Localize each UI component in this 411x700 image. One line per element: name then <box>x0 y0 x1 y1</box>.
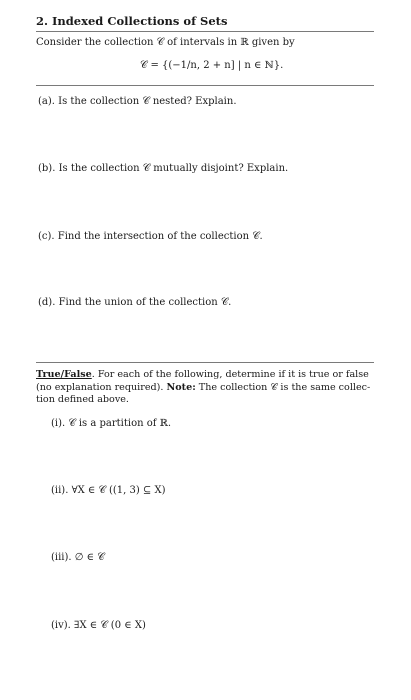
tf-item-iii <box>51 552 105 563</box>
question-text: Find the intersection of the collection 𝒞. <box>57 231 263 242</box>
item-label: (iii). <box>51 552 72 563</box>
question-text: Find the union of the collection 𝒞. <box>58 297 232 308</box>
item-text: 𝒞 is a partition of ℝ. <box>68 418 172 429</box>
question-text: Is the collection 𝒞 nested? Explain. <box>58 96 237 107</box>
true-false-divider <box>36 362 374 363</box>
question-a <box>38 96 237 107</box>
tf-item-i <box>51 418 171 429</box>
title-divider <box>36 31 374 32</box>
tf-item-iv <box>51 620 146 631</box>
instructions-line-2: (no explanation required). Note: The collection 𝒞 is the same collec- <box>36 381 371 393</box>
intro-text: Consider the collection 𝒞 of intervals in ℝ given by <box>36 37 295 48</box>
item-label: (i). <box>51 418 66 429</box>
question-c <box>38 231 263 242</box>
question-label: (d). <box>38 297 56 308</box>
question-label: (a). <box>38 96 55 107</box>
question-b <box>38 163 288 174</box>
item-label: (ii). <box>51 485 69 496</box>
item-text: ∅ ∈ 𝒞 <box>74 552 105 563</box>
instructions-line-1: True/False. For each of the following, determine if it is true or false <box>36 369 369 380</box>
item-text: ∃X ∈ 𝒞 (0 ∈ X) <box>74 620 146 631</box>
note-label: Note: <box>166 381 196 393</box>
question-text: Is the collection 𝒞 mutually disjoint? Explain. <box>58 163 289 174</box>
intro-divider <box>36 85 374 86</box>
question-d <box>38 297 231 308</box>
instructions-line-3: tion defined above. <box>36 394 129 405</box>
question-label: (c). <box>38 231 55 242</box>
item-text: ∀X ∈ 𝒞 ((1, 3) ⊆ X) <box>71 485 166 496</box>
question-label: (b). <box>38 163 56 174</box>
true-false-instructions <box>36 369 374 407</box>
collection-formula: 𝒞 = {(−1/n, 2 + n] | n ∈ ℕ}. <box>140 60 284 71</box>
tf-item-ii <box>51 485 166 496</box>
section-title: 2. Indexed Collections of Sets <box>36 14 228 28</box>
true-false-heading: True/False <box>36 369 92 380</box>
item-label: (iv). <box>51 620 71 631</box>
